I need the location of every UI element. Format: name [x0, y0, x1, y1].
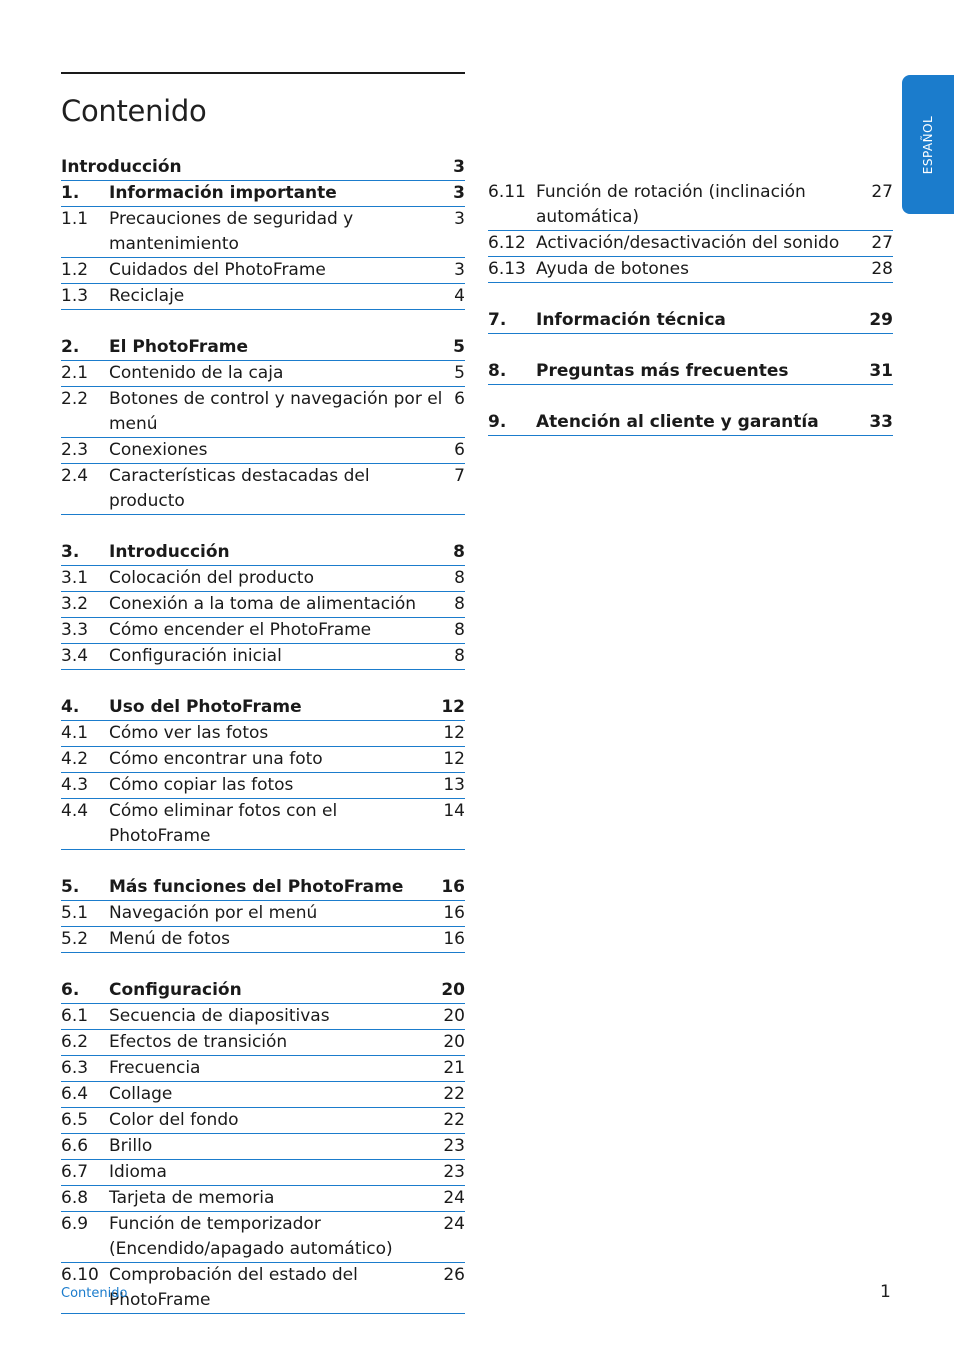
- toc-page-number: 8: [454, 568, 465, 588]
- toc-section-row[interactable]: [61, 464, 465, 515]
- toc-section-row[interactable]: [61, 566, 465, 592]
- toc-number: 7.: [488, 310, 507, 330]
- toc-section-row[interactable]: [488, 180, 893, 231]
- toc-chapter-row[interactable]: [61, 181, 465, 207]
- toc-title: Cómo encontrar una foto: [109, 749, 323, 769]
- toc-title: Frecuencia: [109, 1058, 201, 1078]
- toc-number: 4.: [61, 697, 80, 717]
- toc-chapter-row[interactable]: [61, 978, 465, 1004]
- toc-section-row[interactable]: [61, 1160, 465, 1186]
- toc-number: 3.1: [61, 568, 89, 588]
- toc-number: 5.: [61, 877, 80, 897]
- toc-section-row[interactable]: [61, 284, 465, 310]
- toc-title: Brillo: [109, 1136, 153, 1156]
- toc-spacer: [61, 515, 465, 540]
- toc-title: Conexión a la toma de alimentación: [109, 594, 417, 614]
- toc-chapter-row[interactable]: [61, 335, 465, 361]
- toc-section-row[interactable]: [61, 438, 465, 464]
- toc-number: 6.12: [488, 233, 526, 253]
- toc-page-number: 8: [453, 542, 465, 562]
- toc-title: El PhotoFrame: [109, 337, 249, 357]
- toc-number: 2.4: [61, 466, 89, 486]
- toc-section-row[interactable]: [61, 747, 465, 773]
- toc-page-number: 21: [443, 1058, 465, 1078]
- toc-page-number: 33: [869, 412, 893, 432]
- toc-section-row[interactable]: [61, 1004, 465, 1030]
- toc-number: 2.1: [61, 363, 89, 383]
- toc-chapter-row[interactable]: [61, 155, 465, 181]
- toc-spacer: [61, 310, 465, 335]
- toc-page-number: 27: [871, 233, 893, 253]
- toc-title: Activación/desactivación del sonido: [536, 233, 840, 253]
- toc-title: Preguntas más frecuentes: [536, 361, 789, 381]
- toc-number: 4.3: [61, 775, 89, 795]
- toc-spacer: [61, 670, 465, 695]
- toc-number: 3.4: [61, 646, 89, 666]
- toc-number: 2.3: [61, 440, 89, 460]
- toc-page-number: 4: [454, 286, 465, 306]
- toc-number: Introducción: [61, 157, 182, 177]
- toc-title: Secuencia de diapositivas: [109, 1006, 330, 1026]
- footer-section-label: Contenido: [61, 1286, 128, 1301]
- toc-number: 5.2: [61, 929, 89, 949]
- toc-title: Contenido de la caja: [109, 363, 284, 383]
- toc-spacer: [488, 385, 893, 410]
- toc-number: 6.9: [61, 1214, 89, 1234]
- toc-number: 1.1: [61, 209, 89, 229]
- toc-title: Cómo copiar las fotos: [109, 775, 294, 795]
- toc-title: Conexiones: [109, 440, 208, 460]
- toc-page-number: 12: [441, 697, 465, 717]
- language-tab-label: ESPAÑOL: [921, 115, 935, 174]
- toc-page-number: 31: [869, 361, 893, 381]
- toc-title: Información técnica: [536, 310, 726, 330]
- toc-title: Botones de control y navegación por el menú: [109, 389, 443, 434]
- toc-title: Menú de fotos: [109, 929, 231, 949]
- toc-page-number: 3: [453, 157, 465, 177]
- toc-number: 3.3: [61, 620, 89, 640]
- toc-page-number: 20: [441, 980, 465, 1000]
- toc-title: Función de temporizador (Encendido/apagado automático): [109, 1214, 393, 1259]
- toc-number: 6.7: [61, 1162, 89, 1182]
- toc-number: 9.: [488, 412, 507, 432]
- toc-page-number: 12: [443, 749, 465, 769]
- toc-page-number: 5: [454, 363, 465, 383]
- toc-chapter-row[interactable]: [488, 359, 893, 385]
- toc-section-row[interactable]: [61, 618, 465, 644]
- toc-number: 6.13: [488, 259, 526, 279]
- toc-section-row[interactable]: [61, 1108, 465, 1134]
- toc-spacer: [488, 283, 893, 308]
- toc-chapter-row[interactable]: [61, 695, 465, 721]
- toc-section-row[interactable]: [61, 927, 465, 953]
- toc-title: Más funciones del PhotoFrame: [109, 877, 404, 897]
- toc-page-number: 8: [454, 620, 465, 640]
- toc-title: Tarjeta de memoria: [109, 1188, 275, 1208]
- toc-page-number: 6: [454, 389, 465, 409]
- toc-number: 4.1: [61, 723, 89, 743]
- toc-chapter-row[interactable]: [488, 308, 893, 334]
- toc-number: 1.: [61, 183, 80, 203]
- toc-number: 6.4: [61, 1084, 89, 1104]
- toc-title: Efectos de transición: [109, 1032, 288, 1052]
- toc-page-number: 3: [453, 183, 465, 203]
- toc-page-number: 3: [454, 260, 465, 280]
- toc-chapter-row[interactable]: [488, 410, 893, 436]
- toc-number: 8.: [488, 361, 507, 381]
- toc-section-row[interactable]: [61, 721, 465, 747]
- toc-page-number: 5: [453, 337, 465, 357]
- toc-number: 6.3: [61, 1058, 89, 1078]
- toc-section-row[interactable]: [61, 1212, 465, 1263]
- toc-number: 6.11: [488, 182, 526, 202]
- toc-page-number: 20: [443, 1006, 465, 1026]
- toc-page-number: 29: [869, 310, 893, 330]
- toc-page-number: 6: [454, 440, 465, 460]
- toc-number: 5.1: [61, 903, 89, 923]
- toc-number: 3.: [61, 542, 80, 562]
- toc-number: 6.1: [61, 1006, 89, 1026]
- toc-section-row[interactable]: [61, 901, 465, 927]
- toc-number: 6.8: [61, 1188, 89, 1208]
- toc-title: Color del fondo: [109, 1110, 239, 1130]
- toc-page-number: 27: [871, 182, 893, 202]
- toc-page-number: 16: [443, 929, 465, 949]
- toc-section-row[interactable]: [61, 387, 465, 438]
- toc-number: 3.2: [61, 594, 89, 614]
- toc-column-right: [488, 180, 893, 436]
- toc-number: 6.: [61, 980, 80, 1000]
- toc-title: Atención al cliente y garantía: [536, 412, 819, 432]
- toc-title: Uso del PhotoFrame: [109, 697, 302, 717]
- toc-page-number: 7: [454, 466, 465, 486]
- toc-page-number: 8: [454, 646, 465, 666]
- toc-section-row[interactable]: [61, 799, 465, 850]
- toc-page-number: 8: [454, 594, 465, 614]
- toc-spacer: [61, 953, 465, 978]
- toc-section-row[interactable]: [61, 592, 465, 618]
- toc-title: Cómo encender el PhotoFrame: [109, 620, 372, 640]
- toc-section-row[interactable]: [488, 257, 893, 283]
- toc-number: 6.2: [61, 1032, 89, 1052]
- toc-section-row[interactable]: [61, 644, 465, 670]
- toc-title: Información importante: [109, 183, 337, 203]
- toc-page-number: 23: [443, 1162, 465, 1182]
- toc-title: Idioma: [109, 1162, 167, 1182]
- toc-page-number: 16: [441, 877, 465, 897]
- toc-number: 1.2: [61, 260, 89, 280]
- toc-page-number: 28: [871, 259, 893, 279]
- language-tab[interactable]: [902, 75, 954, 214]
- toc-section-row[interactable]: [61, 1082, 465, 1108]
- toc-section-row[interactable]: [61, 1030, 465, 1056]
- toc-number: 2.2: [61, 389, 89, 409]
- toc-section-row[interactable]: [61, 361, 465, 387]
- page-title: Contenido: [61, 94, 207, 128]
- toc-section-row[interactable]: [61, 258, 465, 284]
- toc-number: 6.5: [61, 1110, 89, 1130]
- toc-title: Navegación por el menú: [109, 903, 318, 923]
- toc-number: 6.6: [61, 1136, 89, 1156]
- toc-column-left: [61, 155, 465, 1314]
- toc-title: Comprobación del estado del PhotoFrame: [109, 1265, 358, 1310]
- toc-title: Características destacadas del producto: [109, 466, 370, 511]
- toc-title: Precauciones de seguridad y mantenimiento: [109, 209, 354, 254]
- toc-page-number: 23: [443, 1136, 465, 1156]
- toc-title: Introducción: [109, 542, 230, 562]
- toc-title: Cuidados del PhotoFrame: [109, 260, 326, 280]
- toc-page-number: 3: [454, 209, 465, 229]
- toc-title: Configuración inicial: [109, 646, 282, 666]
- toc-number: 6.10: [61, 1265, 99, 1285]
- toc-page-number: 26: [443, 1265, 465, 1285]
- toc-title: Función de rotación (inclinación automática): [536, 182, 806, 227]
- toc-page-number: 22: [443, 1110, 465, 1130]
- toc-title: Collage: [109, 1084, 173, 1104]
- toc-section-row[interactable]: [61, 1134, 465, 1160]
- toc-number: 4.2: [61, 749, 89, 769]
- toc-section-row[interactable]: [488, 231, 893, 257]
- toc-title: Ayuda de botones: [536, 259, 689, 279]
- toc-page-number: 13: [443, 775, 465, 795]
- toc-page-number: 22: [443, 1084, 465, 1104]
- toc-title: Reciclaje: [109, 286, 185, 306]
- toc-number: 1.3: [61, 286, 89, 306]
- toc-page-number: 14: [443, 801, 465, 821]
- toc-title: Configuración: [109, 980, 242, 1000]
- toc-section-row[interactable]: [61, 773, 465, 799]
- toc-section-row[interactable]: [61, 207, 465, 258]
- toc-page-number: 24: [443, 1188, 465, 1208]
- toc-page-number: 24: [443, 1214, 465, 1234]
- toc-section-row[interactable]: [61, 1186, 465, 1212]
- toc-title: Cómo eliminar fotos con el PhotoFrame: [109, 801, 338, 846]
- toc-page-number: 12: [443, 723, 465, 743]
- toc-title: Cómo ver las fotos: [109, 723, 269, 743]
- footer-page-number: 1: [880, 1282, 891, 1302]
- toc-number: 4.4: [61, 801, 89, 821]
- toc-page-number: 20: [443, 1032, 465, 1052]
- toc-spacer: [61, 850, 465, 875]
- toc-chapter-row[interactable]: [61, 540, 465, 566]
- toc-chapter-row[interactable]: [61, 875, 465, 901]
- toc-number: 2.: [61, 337, 80, 357]
- top-rule: [61, 72, 465, 74]
- toc-spacer: [488, 334, 893, 359]
- toc-section-row[interactable]: [61, 1056, 465, 1082]
- toc-page-number: 16: [443, 903, 465, 923]
- toc-title: Colocación del producto: [109, 568, 314, 588]
